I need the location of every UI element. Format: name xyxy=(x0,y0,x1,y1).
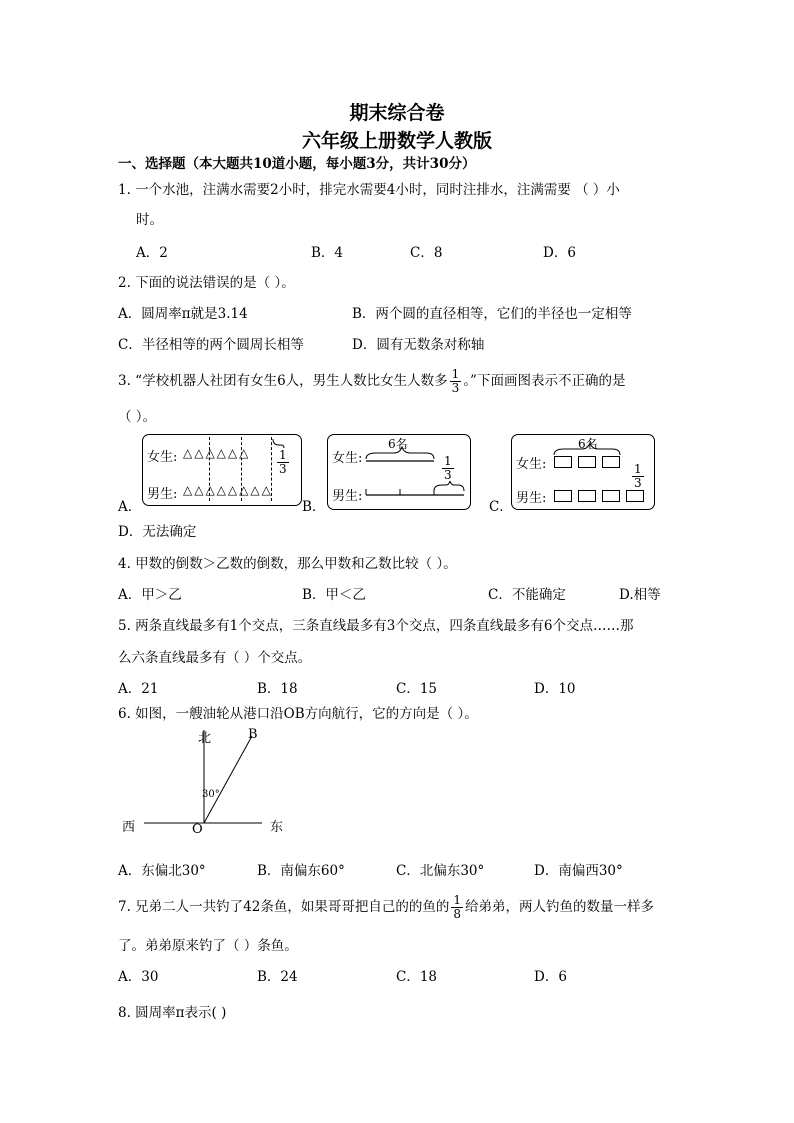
q3-figure-a xyxy=(142,434,302,506)
fig-c-boy-box-3 xyxy=(602,490,620,502)
q3-option-a-label: A． xyxy=(118,499,142,515)
q6-option-b: B．南偏东60° xyxy=(257,863,345,879)
q3-option-c-label: C． xyxy=(489,499,513,515)
fig-c-girl-box-1 xyxy=(554,456,572,468)
q1-option-c: C．8 xyxy=(410,245,443,261)
q5-option-a: A．21 xyxy=(118,681,159,697)
q1-option-a: A．2 xyxy=(136,245,168,261)
fig-b-six-label: 6名 xyxy=(388,437,408,451)
q6-option-a: A．东偏北30° xyxy=(118,863,206,879)
q3-option-d: D．无法确定 xyxy=(118,524,197,540)
q5-option-d: D．10 xyxy=(534,681,576,697)
question-4: 4. 甲数的倒数＞乙数的倒数，那么甲数和乙数比较（ ）。 xyxy=(118,556,457,572)
question-8: 8. 圆周率π表示( ) xyxy=(118,1005,227,1021)
fig-c-frac-den: 3 xyxy=(634,476,642,490)
fig-a-divider-1 xyxy=(209,437,210,501)
q7-option-a: A．30 xyxy=(118,969,159,985)
fig-a-divider-2 xyxy=(241,437,242,501)
q5-option-b: B．18 xyxy=(257,681,298,697)
question-6: 6. 如图，一艘油轮从港口沿OB方向航行，它的方向是（ ）。 xyxy=(118,706,478,722)
fig-c-boy-box-4 xyxy=(626,490,644,502)
question-1-line1: 1. 一个水池，注满水需要2小时，排完水需要4小时，同时注排水，注满需要 （ ）小 xyxy=(118,182,620,198)
section-heading: 一、选择题（本大题共10道小题，每小题3分，共计30分） xyxy=(118,156,476,172)
q2-option-b: B．两个圆的直径相等，它们的半径也一定相等 xyxy=(352,306,632,322)
fig-b-boy-label: 男生: xyxy=(332,489,363,504)
q4-option-a: A．甲＞乙 xyxy=(118,587,182,603)
q2-option-c: C．半径相等的两个圆周长相等 xyxy=(118,337,304,353)
q1-option-d: D．6 xyxy=(543,245,576,261)
q7-text-pre: 7. 兄弟二人一共钓了42条鱼，如果哥哥把自己的的鱼的 xyxy=(118,899,450,915)
question-3-line2: （ ）。 xyxy=(118,409,157,425)
fig-b-frac-den: 3 xyxy=(444,468,452,482)
q7-option-d: D．6 xyxy=(534,969,567,985)
page-title: 期末综合卷 xyxy=(349,102,445,124)
fig-a-frac-num: 1 xyxy=(279,448,287,462)
compass-north: 北 xyxy=(198,731,212,746)
compass-east: 东 xyxy=(270,820,284,835)
fig-a-frac-den: 3 xyxy=(279,462,287,476)
question-5-line1: 5. 两条直线最多有1个交点，三条直线最多有3个交点，四条直线最多有6个交点……那 xyxy=(118,618,634,634)
fig-a-girl-triangles: △△△△△△ xyxy=(183,446,251,460)
q6-option-d: D．南偏西30° xyxy=(534,863,623,879)
q7-option-b: B．24 xyxy=(257,969,298,985)
q7-fraction xyxy=(451,894,463,921)
fig-b-frac-num: 1 xyxy=(444,454,452,468)
q1-option-b: B．4 xyxy=(311,245,344,261)
fig-c-boy-label: 男生: xyxy=(516,491,547,506)
fig-a-boy-triangles: △△△△△△△△ xyxy=(183,483,273,497)
question-1-line2: 时。 xyxy=(136,212,163,228)
fig-c-girl-box-2 xyxy=(578,456,596,468)
q7-frac-num: 1 xyxy=(453,893,461,907)
q7-option-c: C．18 xyxy=(396,969,438,985)
q3-figure-c xyxy=(511,434,655,510)
compass-west: 西 xyxy=(122,820,136,835)
q4-option-d: D.相等 xyxy=(619,587,661,603)
q3-option-b-label: B． xyxy=(302,499,326,515)
page-subtitle: 六年级上册数学人教版 xyxy=(301,130,492,152)
q6-option-c: C．北偏东30° xyxy=(396,863,485,879)
q7-frac-den: 8 xyxy=(453,907,461,921)
fig-c-six-label: 6名 xyxy=(578,437,598,451)
q4-option-c: C．不能确定 xyxy=(488,587,566,603)
q3-text-pre: 3. “学校机器人社团有女生6人，男生人数比女生人数多 xyxy=(118,373,448,389)
question-5-line2: 么六条直线最多有（ ）个交点。 xyxy=(118,650,312,666)
fig-a-boy-label: 男生: xyxy=(147,487,178,502)
fig-b-girl-label: 女生: xyxy=(332,451,363,466)
q2-option-a: A．圆周率π就是3.14 xyxy=(118,306,248,322)
question-7-line1 xyxy=(118,894,654,921)
fig-c-boy-box-2 xyxy=(578,490,596,502)
q7-text-post: 给弟弟，两人钓鱼的数量一样多 xyxy=(465,899,654,915)
fig-c-fraction xyxy=(632,463,644,490)
q4-option-b: B．甲＜乙 xyxy=(302,587,366,603)
q3-text-post: 。”下面画图表示不正确的是 xyxy=(463,373,626,389)
q3-frac-num: 1 xyxy=(451,367,460,381)
compass-point-b: B xyxy=(248,727,258,742)
q3-figure-b xyxy=(327,434,471,510)
fig-c-girl-box-3 xyxy=(602,456,620,468)
fig-a-girl-label: 女生: xyxy=(147,450,178,465)
q5-option-c: C．15 xyxy=(396,681,438,697)
q3-frac-den: 3 xyxy=(451,381,460,395)
fig-c-frac-num: 1 xyxy=(634,462,642,476)
fig-c-boy-box-1 xyxy=(554,490,572,502)
fig-b-fraction xyxy=(442,455,454,482)
question-2: 2. 下面的说法错误的是（ ）。 xyxy=(118,275,295,291)
fig-a-fraction xyxy=(277,449,289,476)
fig-c-girl-label: 女生: xyxy=(516,457,547,472)
question-7-line2: 了。弟弟原来钓了（ ）条鱼。 xyxy=(118,938,298,954)
q3-fraction xyxy=(450,368,462,395)
question-3-line1 xyxy=(118,368,625,395)
q2-option-d: D．圆有无数条对称轴 xyxy=(352,337,485,353)
compass-angle: 30° xyxy=(202,789,220,800)
compass-origin: O xyxy=(192,822,203,837)
